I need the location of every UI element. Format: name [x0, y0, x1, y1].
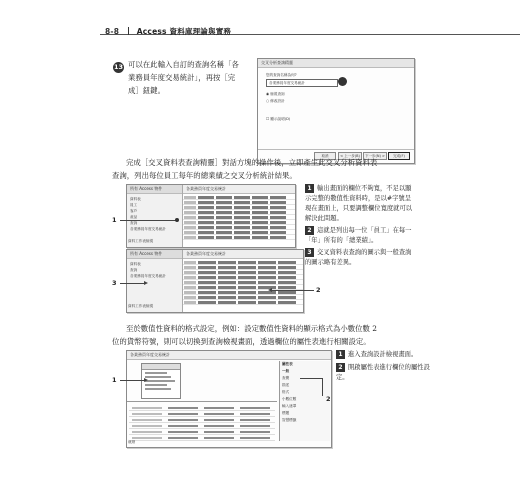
grid-cell [278, 276, 296, 279]
design-grid-cell [240, 425, 270, 427]
field-list-item [145, 384, 167, 386]
grid-cell [184, 276, 196, 279]
grid-cell [258, 271, 276, 274]
grid-cell [184, 221, 196, 224]
nav-item[interactable]: 資料表 [130, 262, 141, 266]
note-number: 3 [305, 248, 314, 257]
page-number: 8-8 [105, 27, 120, 36]
grid-cell [184, 291, 196, 294]
dialog-prompt: 您的查詢名稱為何? [266, 73, 297, 77]
help-checkbox[interactable]: ☐ 顯示說明(D) [266, 117, 291, 121]
grid-cell [238, 266, 256, 269]
grid-rows [183, 259, 303, 305]
design-grid-cell [132, 413, 162, 415]
leader-arrow [144, 281, 148, 285]
callout-label: 2 [316, 286, 321, 294]
grid-cell [216, 236, 232, 239]
step-text-line: 可以在此輸入自訂的查詢名稱「各 [128, 60, 239, 69]
grid-cell [184, 211, 196, 214]
field-list-item [145, 372, 167, 374]
property-list [280, 368, 330, 424]
navigation-pane [127, 250, 183, 312]
back-button[interactable]: < 上一步(B) [338, 152, 362, 160]
grid-cell [184, 296, 196, 299]
design-grid-cell [204, 431, 234, 433]
grid-cell [198, 231, 214, 234]
grid-cell [238, 286, 256, 289]
note-number: 2 [305, 226, 314, 235]
leader-line [120, 380, 144, 381]
property-sheet-title: 屬性表 [282, 362, 293, 366]
pane-splitter [127, 401, 277, 402]
design-grid-cell [240, 419, 270, 421]
grid-cell [270, 221, 286, 224]
leader-line [120, 220, 176, 221]
grid-cell [216, 216, 232, 219]
grid-cell [184, 216, 196, 219]
step-number-badge: 13 [113, 63, 124, 71]
grid-cell [258, 276, 276, 279]
note-item [336, 350, 436, 360]
step-text [128, 58, 268, 97]
grid-cell [252, 236, 268, 239]
field-list-item [145, 380, 175, 382]
field-list-item [145, 376, 171, 378]
design-view-screenshot [126, 350, 332, 448]
grid-cell [216, 211, 232, 214]
grid-cell [198, 201, 214, 204]
design-grid-cell [168, 413, 198, 415]
design-grid-cell [204, 419, 234, 421]
design-grid-cell [132, 431, 162, 433]
grid-cell [198, 286, 216, 289]
design-grid-cell [240, 437, 270, 439]
query-tab[interactable]: 各業務員年度交易統計 [127, 351, 331, 360]
grid-cell [252, 211, 268, 214]
grid-cell [184, 231, 196, 234]
grid-cell [258, 286, 276, 289]
grid-cell [218, 286, 236, 289]
datasheet-grid [183, 250, 303, 312]
leader-line [120, 283, 144, 284]
notes-top [305, 184, 415, 268]
nav-item[interactable]: 產品 [130, 215, 138, 219]
grid-cell [198, 271, 216, 274]
grid-cell [198, 266, 216, 269]
grid-cell [198, 226, 214, 229]
grid-cell [258, 266, 276, 269]
option-modify-design[interactable]: ○ 修改設計 [266, 99, 285, 103]
grid-cell [184, 261, 196, 264]
grid-cell [238, 291, 256, 294]
grid-cell [258, 261, 276, 264]
grid-cell [252, 196, 268, 199]
callout-label: 2 [326, 395, 331, 403]
leader-line [322, 378, 323, 396]
design-grid [129, 405, 275, 441]
grid-cell [252, 216, 268, 219]
leader-line [300, 378, 322, 379]
next-button[interactable]: 下一步(N) > [363, 152, 387, 160]
grid-cell [216, 196, 232, 199]
note-item [305, 184, 415, 224]
grid-cell [252, 231, 268, 234]
nav-item[interactable]: 員工 [130, 203, 138, 207]
grid-cell [270, 201, 286, 204]
property-row[interactable]: 查閱 [282, 376, 290, 380]
paragraph-line: 至於數值性資料的格式設定，例如：設定數值性資料的顯示格式為小數位數 2 [126, 324, 377, 333]
callout-label: 1 [112, 376, 117, 384]
grid-cell [184, 286, 196, 289]
grid-cell [270, 236, 286, 239]
callout-dot [175, 218, 179, 222]
grid-cell [198, 296, 216, 299]
grid-cell [252, 221, 268, 224]
design-grid-cell [168, 425, 198, 427]
callout-label: 1 [112, 216, 117, 224]
grid-cell [238, 271, 256, 274]
grid-cell [218, 281, 236, 284]
design-grid-cell [204, 407, 234, 409]
grid-cell [234, 201, 250, 204]
grid-cell [198, 211, 214, 214]
grid-cell [184, 226, 196, 229]
grid-cell [270, 196, 286, 199]
notes-bottom [336, 350, 436, 383]
grid-cell [218, 296, 236, 299]
grid-cell [234, 226, 250, 229]
paragraph-line: 查詢，列出每位員工每年的總業績之交叉分析統計結果。 [112, 171, 297, 180]
nav-pane-title: 所有 Access 物件 [127, 185, 182, 194]
step-text-line: 成］鈕鍵。 [128, 86, 165, 95]
grid-cell [198, 276, 216, 279]
grid-cell [216, 231, 232, 234]
note-text: 輸出畫面的欄位不夠寬，不足以顯示完整的數值性資料時，是以#字號呈現在畫面上，只要調整欄位寬度就可以解決此問題。 [305, 185, 413, 222]
query-tab[interactable]: 各業務員年度交易統計 [183, 185, 295, 194]
property-row[interactable]: 描述 [282, 383, 290, 387]
dialog-title: 交叉分析查詢精靈 [258, 59, 414, 68]
grid-cell [218, 291, 236, 294]
note-item [336, 363, 436, 383]
grid-cell [184, 196, 196, 199]
grid-cell [238, 261, 256, 264]
paragraph-line: 完成［交叉資料表查詢精靈］對話方塊的操作後，立即產生此交叉分析資料表 [126, 158, 378, 167]
note-text: 交叉資料表查詢的圖示與一般查詢的圖示略有差異。 [305, 249, 412, 266]
grid-cell [198, 236, 214, 239]
design-grid-cell [240, 413, 270, 415]
callout-marker [338, 77, 347, 86]
leader-line [272, 290, 314, 291]
nav-item[interactable]: 資料表 [130, 197, 141, 201]
leader-arrow [144, 378, 148, 382]
design-grid-cell [168, 419, 198, 421]
grid-cell [278, 266, 296, 269]
dialog-divider [258, 149, 414, 150]
grid-cell [198, 221, 214, 224]
property-row[interactable]: 小數位數 [282, 397, 297, 401]
property-row[interactable]: 智慧標籤 [282, 418, 297, 422]
grid-cell [270, 211, 286, 214]
nav-item[interactable]: 查詢 [130, 221, 138, 225]
note-text: 開啟屬性表進行欄位的屬性設定。 [336, 364, 430, 381]
grid-cell [270, 231, 286, 234]
property-sheet [279, 361, 330, 441]
nav-pane-title: 所有 Access 物件 [127, 250, 182, 259]
book-title: Access 資料庫理論與實務 [136, 27, 232, 36]
note-text: 這就是列出每一位「員工」在每一「年」所有的「總業績」。 [305, 227, 412, 244]
grid-cell [252, 206, 268, 209]
property-row[interactable]: 輸入遮罩 [282, 404, 297, 408]
note-item [305, 226, 415, 246]
nav-item[interactable]: 客戶 [130, 209, 138, 213]
option-view-query[interactable]: ◉ 檢視查詢 [266, 92, 285, 96]
grid-cell [198, 281, 216, 284]
grid-cell [234, 211, 250, 214]
design-grid-cell [132, 437, 162, 439]
grid-cell [216, 201, 232, 204]
grid-cell [234, 221, 250, 224]
field-list-header [142, 364, 180, 370]
nav-pane-list [127, 194, 182, 234]
design-grid-cell [240, 431, 270, 433]
status-bar: 就緒 [128, 440, 136, 444]
grid-cell [270, 206, 286, 209]
query-name-field[interactable] [266, 79, 338, 87]
grid-cell [252, 226, 268, 229]
property-tab[interactable]: 一般 [282, 369, 290, 373]
grid-cell [184, 301, 196, 304]
note-number: 1 [305, 184, 314, 193]
design-grid-cell [132, 425, 162, 427]
running-header [105, 26, 231, 37]
grid-cell [216, 206, 232, 209]
grid-cell [234, 236, 250, 239]
grid-cell [234, 206, 250, 209]
grid-cell [278, 261, 296, 264]
design-grid-cell [204, 437, 234, 439]
grid-cell [218, 271, 236, 274]
grid-cell [278, 301, 296, 304]
grid-cell [238, 276, 256, 279]
grid-cell [184, 201, 196, 204]
query-name-value: 各業務員年度交易統計 [269, 81, 305, 85]
grid-cell [278, 296, 296, 299]
datasheet-screenshot-b [126, 249, 304, 313]
grid-cell [198, 196, 214, 199]
finish-button[interactable]: 完成(F) [388, 152, 410, 160]
grid-row [183, 235, 295, 240]
note-number: 2 [336, 363, 345, 372]
design-grid-cell [132, 407, 162, 409]
grid-cell [198, 216, 214, 219]
field-list-item [145, 388, 171, 390]
property-row[interactable]: 格式 [282, 390, 290, 394]
status-bar: 資料工作表檢視 [128, 304, 154, 308]
grid-row [183, 300, 303, 305]
grid-cell [216, 221, 232, 224]
grid-cell [270, 216, 286, 219]
design-grid-cell [132, 419, 162, 421]
grid-cell [252, 201, 268, 204]
grid-cell [270, 226, 286, 229]
grid-cell [216, 226, 232, 229]
grid-cell [258, 296, 276, 299]
step-text-line: 業務員年度交易統計」，再按［完 [128, 73, 236, 82]
design-grid-cell [168, 431, 198, 433]
cancel-button[interactable]: 取消 [314, 152, 336, 160]
design-grid-row [129, 435, 275, 441]
grid-cell [184, 236, 196, 239]
grid-cell [238, 281, 256, 284]
nav-item[interactable]: 各業務員年度交易統計 [130, 274, 166, 278]
callout-label: 3 [112, 279, 117, 287]
grid-cell [278, 271, 296, 274]
datasheet-screenshot-a [126, 184, 296, 248]
grid-cell [218, 276, 236, 279]
grid-cell [234, 196, 250, 199]
leader-arrow [268, 288, 272, 292]
grid-cell [198, 261, 216, 264]
grid-cell [218, 301, 236, 304]
property-row[interactable]: 標題 [282, 411, 290, 415]
nav-item[interactable]: 查詢 [130, 268, 138, 272]
grid-cell [278, 281, 296, 284]
navigation-pane [127, 185, 183, 247]
grid-cell [198, 291, 216, 294]
design-grid-cell [204, 425, 234, 427]
grid-cell [218, 266, 236, 269]
grid-cell [238, 301, 256, 304]
design-grid-cell [240, 407, 270, 409]
grid-cell [258, 281, 276, 284]
note-text: 進入查詢設計檢視畫面。 [348, 351, 418, 358]
grid-cell [184, 271, 196, 274]
grid-cell [198, 301, 216, 304]
grid-cell [238, 296, 256, 299]
query-tab[interactable]: 各業務員年度交易統計 [183, 250, 303, 259]
nav-item[interactable]: 各業務員年度交易統計 [130, 227, 166, 231]
grid-cell [234, 216, 250, 219]
grid-cell [184, 266, 196, 269]
note-item [305, 248, 415, 268]
paragraph-2 [112, 322, 412, 348]
grid-cell [218, 261, 236, 264]
grid-cell [234, 231, 250, 234]
grid-rows [183, 194, 295, 240]
note-number: 1 [336, 350, 345, 359]
grid-cell [198, 206, 214, 209]
design-grid-cell [168, 407, 198, 409]
paragraph-line: 位的貨幣符號，則可以切換到查詢檢視畫面，透過欄位的屬性表進行相關設定。 [112, 337, 371, 346]
datasheet-grid [183, 185, 295, 247]
grid-cell [184, 281, 196, 284]
paragraph-1 [112, 156, 412, 182]
grid-cell [184, 206, 196, 209]
grid-cell [258, 301, 276, 304]
header-separator [128, 27, 129, 35]
design-grid-cell [204, 413, 234, 415]
wizard-dialog-screenshot [257, 58, 415, 164]
status-bar: 資料工作表檢視 [128, 239, 154, 243]
grid-cell [278, 286, 296, 289]
nav-pane-list [127, 259, 182, 281]
design-grid-cell [168, 437, 198, 439]
